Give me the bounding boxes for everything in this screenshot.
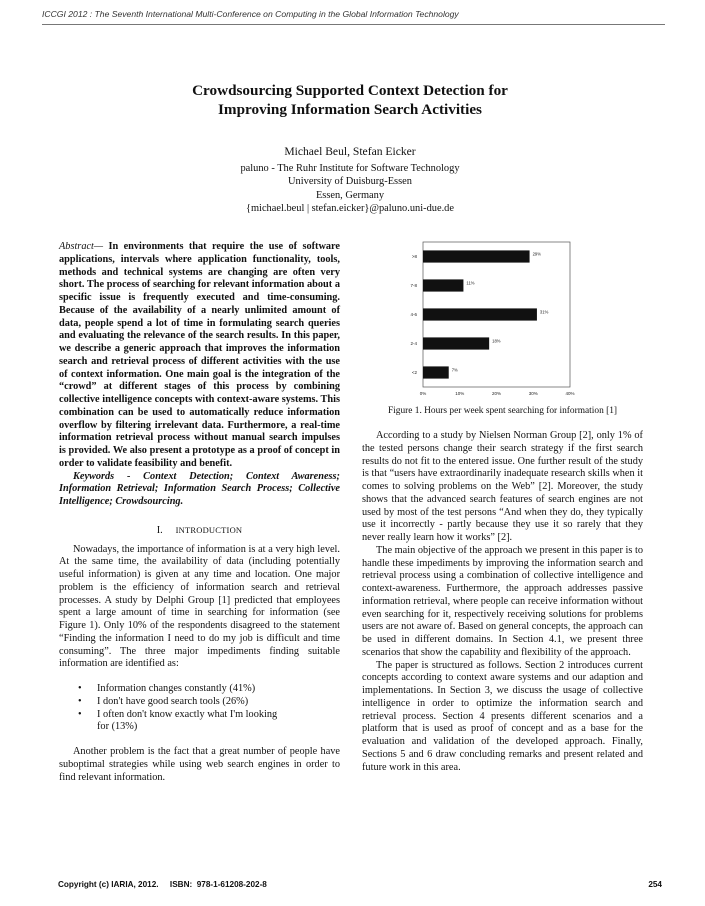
right-paragraph-2: The main objective of the approach we present in this paper is to handle these impediments by improving the information search and retrieval process using a combination of collective intelligence and context-awareness. Furthermore, the approach addresses passive information retrieval, where people can receive information without even searching for it, respectively receiving solutions for problems users are not aware of. Based on general concepts, the approach can be used in different domains. In Section 4.1, we present three scenarios that show the capability and flexibility of the approach. [362, 544, 643, 658]
footer-copyright: Copyright (c) IARIA, 2012. ISBN: 978-1-61208-202-8 [58, 880, 267, 889]
data-label: 11% [466, 280, 475, 286]
list-item: • I don't have good search tools (26%) [97, 696, 287, 709]
header-rule [42, 24, 665, 25]
x-tick-label: 30% [528, 391, 538, 396]
abstract [59, 241, 340, 471]
data-label: 29% [532, 251, 541, 257]
title-line-1: Crowdsourcing Supported Context Detection for [192, 82, 508, 99]
x-tick-label: 0% [419, 391, 427, 396]
affiliation-line-3: Essen, Germany [315, 189, 385, 201]
category-label: 2-4 [410, 341, 417, 346]
x-tick-label: 20% [491, 391, 502, 396]
paper-title [60, 81, 640, 119]
affiliation [60, 162, 640, 215]
right-column [362, 430, 643, 774]
affiliation-line-2: University of Duisburg-Essen [288, 176, 412, 188]
bar [423, 366, 449, 378]
bar-chart [398, 242, 578, 402]
data-label: 7% [451, 367, 458, 373]
category-label: >8 [411, 254, 417, 259]
x-tick-label: 10% [455, 391, 465, 396]
running-header: ICCGI 2012 : The Seventh International Multi-Conference on Computing in the Global Information Technology [42, 9, 459, 19]
figure-1 [398, 242, 578, 402]
abstract-lead: Abstract— [59, 241, 104, 252]
bar [423, 337, 489, 349]
impediments-list [59, 683, 340, 734]
data-label: 31% [539, 309, 549, 315]
right-paragraph-1: According to a study by Nielsen Norman Group [2], only 1% of the tested persons change their search strategy if the first search results do not fit to the entered issue. One further result of the study is that “users have extraordinarily inadequate research skills when it comes to solving problems on the Web” [2]. Moreover, the study shows that the advanced search features of search engines are not used by most of the test persons “And when they do, they typically use it incorrectly - partly because they use it so rarely that they never really learn how it works” [2]. [362, 430, 643, 543]
list-item: • Information changes constantly (41%) [97, 683, 287, 696]
intro-paragraph-2: Another problem is the fact that a great number of people have suboptimal strategies while using web search engines in order to find relevant information. [59, 746, 340, 783]
bar [423, 279, 463, 291]
right-paragraph-3: The paper is structured as follows. Section 2 introduces current concepts according to context aware systems and our adaption and implementations. In Section 3, we discuss the usage of collective intelligence in order to optimize the information search and retrieval process. Section 4 presents different scenarios and a platform that is used as proof of concept and as a base for the evaluation and validation of the developed approach. Finally, Sections 5 and 6 draw concluding remarks and present related and future work in this area. [362, 659, 643, 773]
figure-caption: Figure 1. Hours per week spent searching for information [1] [387, 406, 618, 416]
authors: Michael Beul, Stefan Eicker [284, 145, 416, 158]
abstract-text: In environments that require the use of software applications, intervals where application functionality, tools, methods and technical systems are changing are often very short. The process of searching for relevant information about a specific issue is frequently executed and time-consuming. Because of the availability of a nearly unlimited amount of data, people spend a lot of time in formulating search queries and evaluating the relevance of the search results. In this paper, we describe a generic approach that improves the information search and retrieval process of different activities with the use of context information. One main goal is the integration of the “crowd” at different stages of this process by combining collective intelligence concepts with context-aware systems. This combination can be used to automatically reduce information overflow by filtering irrelevant data. Furthermore, a real-time information retrieval process without manual search impulses is provided. We also present a prototype as a proof of concept in order to validate feasibility and benefit. [59, 241, 340, 469]
category-label: 4-6 [410, 312, 417, 317]
list-item: • I often don't know exactly what I'm looking for (13%) [97, 709, 287, 735]
section-heading [59, 524, 340, 538]
bar [423, 308, 537, 320]
title-line-2: Improving Information Search Activities [218, 101, 482, 118]
x-tick-label: 40% [565, 391, 575, 396]
intro-paragraph-1: Nowadays, the importance of information is at a very high level. At the same time, the availability of data (including potentially useful information) is given at any time and location. One major problem is the efficiency of information search and retrieval processes. A study by Delphi Group [1] predicted that employees spent a large amount of time in searching for information (see Figure 1). Only 10% of the respondents disagreed to the statement “Finding the information I need to do my job is difficult and time consuming”. The three major impediments finding suitable information are identified as: [59, 543, 340, 670]
category-label: <2 [411, 370, 417, 375]
left-column [59, 241, 340, 784]
affiliation-line-1: paluno - The Ruhr Institute for Software Technology [240, 163, 460, 174]
data-label: 18% [492, 338, 501, 344]
bar [423, 250, 530, 262]
footer-page-number: 254 [648, 880, 662, 889]
section-number: I. [156, 524, 163, 536]
section-title: INTRODUCTION [175, 524, 243, 535]
keywords: Keywords - Context Detection; Context Awareness; Information Retrieval; Information Search Process; Collective Intelligence; Crowdsourcing. [59, 470, 340, 507]
affiliation-email: {michael.beul | stefan.eicker}@paluno.uni-due.de [245, 202, 454, 214]
category-label: 7-8 [410, 283, 417, 288]
